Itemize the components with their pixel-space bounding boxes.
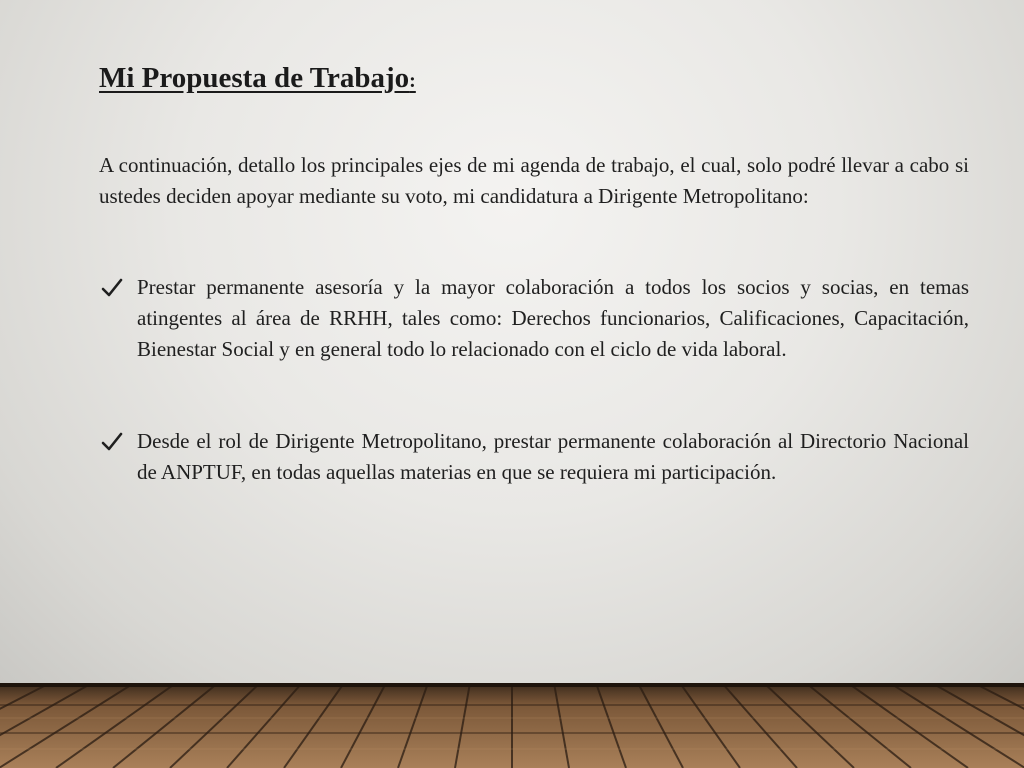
checkmark-icon xyxy=(99,272,125,303)
wooden-floor xyxy=(0,683,1024,768)
checkmark-icon xyxy=(99,426,125,457)
intro-paragraph: A continuación, detallo los principales ejes de mi agenda de trabajo, el cual, solo podré llevar a cabo si ustedes deciden apoyar mediante su voto, mi candidatura a Dirigente Metropolitano: xyxy=(99,153,969,208)
bullet-text: Desde el rol de Dirigente Metropolitano, prestar permanente colaboración al Directorio Nacional de ANPTUF, en todas aquellas materias en que se requiera mi participación. xyxy=(137,429,969,484)
title-colon: : xyxy=(409,70,416,92)
bullet-item xyxy=(99,272,969,365)
title-text: Mi Propuesta de Trabajo xyxy=(99,62,410,94)
bullet-text: Prestar permanente asesoría y la mayor colaboración a todos los socios y socias, en temas atingentes al área de RRHH, tales como: Derechos funcionarios, Calificaciones, Capacitación, Bienestar Social y en general todo lo relacionado con el ciclo de vida laboral. xyxy=(137,275,969,361)
bullet-item xyxy=(99,426,969,488)
page-title xyxy=(99,62,416,95)
